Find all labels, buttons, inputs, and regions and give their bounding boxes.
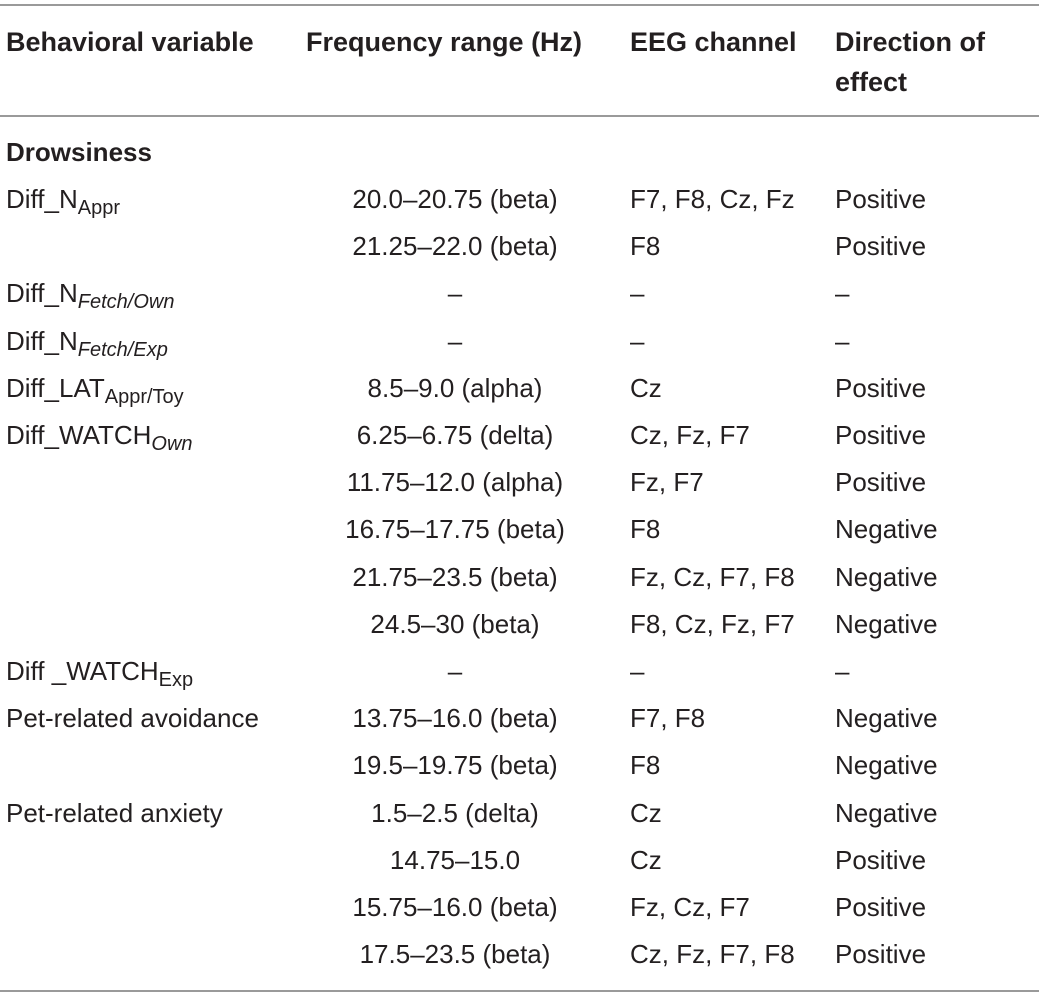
- variable-text: Diff_N: [6, 278, 78, 309]
- cell-frequency-range: 17.5–23.5 (beta): [359, 939, 551, 970]
- header-rule: [0, 115, 1039, 117]
- table-row: [0, 648, 1039, 695]
- header-behavioral-variable: Behavioral variable: [6, 27, 254, 57]
- table-bottom-rule: [0, 990, 1039, 992]
- section-row: [0, 129, 1039, 176]
- cell-eeg-channel: F8: [630, 231, 661, 262]
- cell-eeg-channel: Fz, F7: [630, 467, 704, 498]
- cell-eeg-channel: F8, Cz, Fz, F7: [630, 608, 795, 639]
- variable-text: Diff_LAT: [6, 372, 105, 403]
- variable-subscript: Appr/Toy: [104, 385, 184, 408]
- cell-direction-of-effect: –: [835, 656, 850, 686]
- cell-direction-of-effect: Negative: [835, 514, 938, 545]
- cell-eeg-channel: –: [630, 656, 645, 686]
- cell-frequency-range: 8.5–9.0 (alpha): [367, 372, 543, 403]
- variable-subscript: Exp: [158, 669, 194, 691]
- cell-direction-of-effect: Positive: [835, 420, 927, 450]
- cell-behavioral-variable: [6, 412, 193, 459]
- table-row: [0, 790, 1039, 837]
- cell-behavioral-variable: [6, 365, 184, 412]
- cell-eeg-channel: Cz: [630, 797, 662, 828]
- cell-direction-of-effect: Positive: [835, 184, 927, 214]
- cell-behavioral-variable: [6, 270, 174, 317]
- cell-frequency-range: 20.0–20.75 (beta): [352, 184, 558, 214]
- cell-frequency-range: –: [447, 656, 463, 686]
- cell-behavioral-variable: [6, 318, 168, 365]
- cell-direction-of-effect: Positive: [835, 372, 927, 403]
- cell-eeg-channel: Cz, Fz, F7: [630, 420, 750, 450]
- cell-frequency-range: 13.75–16.0 (beta): [352, 703, 558, 734]
- table-row: [0, 223, 1039, 270]
- cell-eeg-channel: Cz: [630, 844, 662, 875]
- cell-eeg-channel: F7, F8: [630, 703, 706, 734]
- cell-eeg-channel: Cz, Fz, F7, F8: [630, 939, 795, 970]
- variable-text: Pet-related anxiety: [6, 797, 223, 828]
- cell-direction-of-effect: Positive: [835, 231, 927, 262]
- variable-subscript: Appr: [77, 197, 121, 219]
- cell-direction-of-effect: Positive: [835, 892, 927, 922]
- cell-behavioral-variable: [6, 176, 120, 223]
- table-row: [0, 365, 1039, 412]
- table-row: [0, 554, 1039, 601]
- cell-frequency-range: –: [447, 325, 463, 356]
- table-row: [0, 318, 1039, 365]
- variable-subscript: Fetch/Exp: [77, 338, 168, 361]
- cell-frequency-range: 6.25–6.75 (delta): [356, 420, 554, 450]
- cell-direction-of-effect: Negative: [835, 703, 938, 734]
- cell-frequency-range: 21.25–22.0 (beta): [352, 231, 558, 262]
- table-row: [0, 695, 1039, 742]
- variable-text: Diff_N: [6, 184, 78, 214]
- variable-text: Diff_WATCH: [6, 420, 152, 450]
- variable-subscript: Fetch/Own: [77, 291, 175, 314]
- cell-behavioral-variable: [6, 790, 223, 837]
- table-row: [0, 176, 1039, 223]
- cell-eeg-channel: –: [630, 325, 645, 356]
- cell-frequency-range: 16.75–17.75 (beta): [345, 514, 565, 545]
- header-frequency-range: Frequency range (Hz): [306, 27, 583, 57]
- cell-frequency-range: –: [447, 278, 463, 309]
- table-row: [0, 270, 1039, 317]
- table-row: [0, 884, 1039, 931]
- variable-text: Pet-related avoidance: [6, 703, 259, 734]
- cell-direction-of-effect: –: [835, 278, 850, 309]
- cell-frequency-range: 14.75–15.0: [389, 844, 521, 875]
- cell-frequency-range: 11.75–12.0 (alpha): [346, 467, 564, 498]
- cell-direction-of-effect: Negative: [835, 797, 938, 828]
- cell-direction-of-effect: Negative: [835, 561, 938, 592]
- table-row: [0, 412, 1039, 459]
- cell-eeg-channel: F7, F8, Cz, Fz: [630, 184, 795, 214]
- cell-direction-of-effect: Negative: [835, 750, 938, 781]
- header-eeg-channel: EEG channel: [630, 27, 797, 57]
- variable-subscript: Own: [151, 433, 193, 455]
- variable-text: Diff _WATCH: [6, 656, 159, 686]
- cell-frequency-range: 21.75–23.5 (beta): [352, 561, 558, 592]
- table-row: [0, 459, 1039, 506]
- cell-eeg-channel: Fz, Cz, F7: [630, 892, 750, 922]
- section-title: Drowsiness: [6, 137, 152, 167]
- table-top-rule: [0, 4, 1039, 6]
- cell-direction-of-effect: Negative: [835, 608, 938, 639]
- cell-frequency-range: 19.5–19.75 (beta): [352, 750, 558, 781]
- cell-behavioral-variable: [6, 695, 259, 742]
- table-row: [0, 931, 1039, 978]
- cell-direction-of-effect: –: [835, 325, 850, 356]
- cell-frequency-range: 24.5–30 (beta): [370, 608, 540, 639]
- variable-text: Diff_N: [6, 325, 78, 356]
- header-direction-of-effect: Direction of effect: [835, 27, 986, 97]
- table-row: [0, 601, 1039, 648]
- cell-eeg-channel: F8: [630, 514, 661, 545]
- table-row: [0, 837, 1039, 884]
- cell-eeg-channel: –: [630, 278, 645, 309]
- cell-eeg-channel: Cz: [630, 372, 662, 403]
- cell-frequency-range: 15.75–16.0 (beta): [352, 892, 558, 922]
- cell-behavioral-variable: [6, 648, 193, 695]
- cell-frequency-range: 1.5–2.5 (delta): [371, 797, 539, 828]
- cell-direction-of-effect: Positive: [835, 939, 927, 970]
- cell-direction-of-effect: Positive: [835, 467, 927, 498]
- cell-eeg-channel: Fz, Cz, F7, F8: [630, 561, 795, 592]
- cell-direction-of-effect: Positive: [835, 844, 927, 875]
- table-row: [0, 506, 1039, 553]
- cell-eeg-channel: F8: [630, 750, 661, 781]
- table-row: [0, 742, 1039, 789]
